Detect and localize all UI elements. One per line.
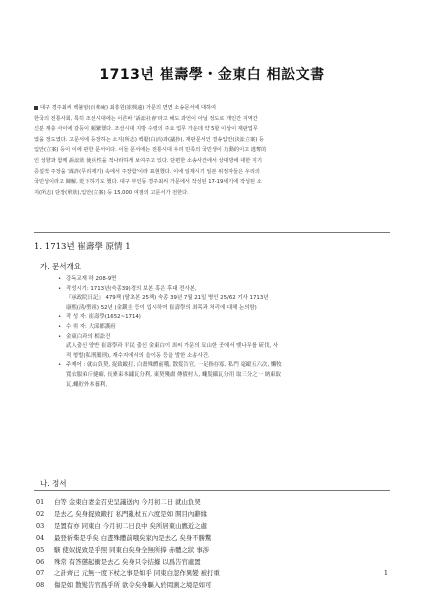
intro-line: 지(所志) 단장(單狀),입안(立案) 등 15,000 여점의 고문서가 전한다.	[34, 189, 189, 196]
transcription-line: 02 是去乙 矣身捉致毆打 私門亂杖五六度是如 開目內辭緣	[36, 509, 208, 518]
transcription-line: 05 駭 使奴捉致是乎照 同東白矣身全無所捧 赤體之狀 事涉	[36, 545, 210, 554]
list-item-continuation: 寬衣服弟斤撻癖, 長麥束本繡瓦分利, 東契殘肅 傳債村人, 蠅髮攝瓦分用 取三分之一 納東取	[66, 371, 281, 378]
intro-line: 국민성이라고 陳解, 貶下하기도 했다. 대구 부인동 경주최씨 가문에서 작성된 17-19세기에 작성된 소	[34, 179, 262, 186]
intro-line: 입안(立案) 등이 이에 관한 문서이다. 이들 문서에는 전통시대 우리 민족의 국민생이 力動的이고 逃奪的	[34, 147, 267, 154]
list-item: • 주제어 : 就山負契, 捉致毆打, 白畫殊體前哦, 散髮告官, 一足指存寡, 私門 毫毆五六次, 懶牧	[58, 362, 282, 369]
transcription-line: 03 是置有亦 同東白 今月初二日良中 矣所居東山鷹近之處	[36, 521, 208, 530]
intro-line: 였을 정도였다. 고문서에 등장하는 소지(所志) 백활(白活)과(議抄), 재판문서인 결송입안(決訟立案) 등	[34, 136, 264, 143]
intro-line: 신분 계층 사이에 갈등이 頻繁했다. 조선시대 지방 수령의 주요 업무 가운데 약 5할 이상이 재판업무	[34, 126, 258, 133]
intro-line: 대구 경주최씨 백불암(百弗庵) 최흥원(崔興遠) 가문의 면면 소송문서에 대하여	[34, 103, 390, 114]
list-item-continuation: 武人출신 양반 崔壽學과 平民 출신 金東白이 최씨 가문의 묘山한 곳에서 뗏나무를 斫伐, 사	[66, 343, 279, 350]
transcription-line: 06 殊常 有答懲起衝是去乙 矣身只令拮據 以爲告官處置	[36, 557, 201, 566]
transcription-line: 01 白等 金東白妻金召史呈議送內 今月初二日 就山負契	[36, 498, 201, 506]
intro-line: 증설적 주장을 '謀詐(무리재기) 속에서 주장함'이라 표현했다. 이에 일제시기 일본 위정자들은 우리의	[34, 168, 260, 175]
intro-line: 인 성향과 함께 訴訟狀 使兵性을 적나라하게 보여주고 있다. 단편한 소송사건에서 상대방에 대한 지기	[34, 157, 262, 164]
section-divider	[34, 490, 390, 491]
list-item-continuation: 『承政院日記』 479책 (탈초본 25책) 숙종 39년 7월 21일 병인 25/62 기사 1713년	[66, 295, 269, 302]
subsection-heading-overview: 가. 문서개요	[40, 262, 81, 271]
section-divider	[34, 232, 390, 233]
intro-line: 한국의 전통사회, 특히 조선시대에는 이른바 '訴訟社會'라고 해도 과언이 아닐 정도로 개인간 지역간	[34, 115, 258, 122]
document-title: 1713년 崔壽學・金東白 相訟文書	[99, 67, 325, 83]
transcription-line: 04 最登祈柴是乎矣 白晝殊體前哦矣家內是去乙 矣身不勝驚	[36, 533, 212, 542]
transcription-lines	[36, 497, 390, 592]
list-item-continuation: 적 형벌(私刑濫刑), 재수지에서의 을이동 등을 발한 소송사건.	[66, 352, 210, 359]
list-item: • 金東白과의 相訟건	[58, 333, 111, 340]
list-item: • 작성시기: 1713년(숙종39)경의 보본 혹은 후대 전사본,	[58, 285, 197, 292]
subsection-heading-transcription: 나. 정서	[40, 479, 67, 488]
transcription-line: 08 傷是如 散髮告官爲乎所 欲令矣身驅入於罔測之境是如可	[36, 581, 212, 590]
overview-list	[58, 275, 390, 390]
section-heading: 1. 1713년 崔壽學 原情 1	[34, 242, 131, 252]
page-number: 1	[383, 569, 388, 577]
list-item-continuation: 瓦,蠅貯外本養利,	[66, 381, 108, 388]
intro-paragraph	[34, 103, 390, 198]
list-item-continuation: 康熙(淸/聖祖) 52년 (金鎭圭 등이 입시하여 崔壽學의 최목과 처리에 대해 논의함)	[66, 304, 257, 311]
list-item: • 작 성 자: 崔壽學(1652~1714)	[58, 314, 141, 321]
transcription-line: 07 之計齊已 元無一度下杖之事是如乎 同東白忽作異變 被打重	[36, 569, 220, 578]
list-item: • 수 취 자: 大邱都護府	[58, 323, 116, 330]
list-item: • 강독교재 하 208-9면	[58, 276, 117, 282]
